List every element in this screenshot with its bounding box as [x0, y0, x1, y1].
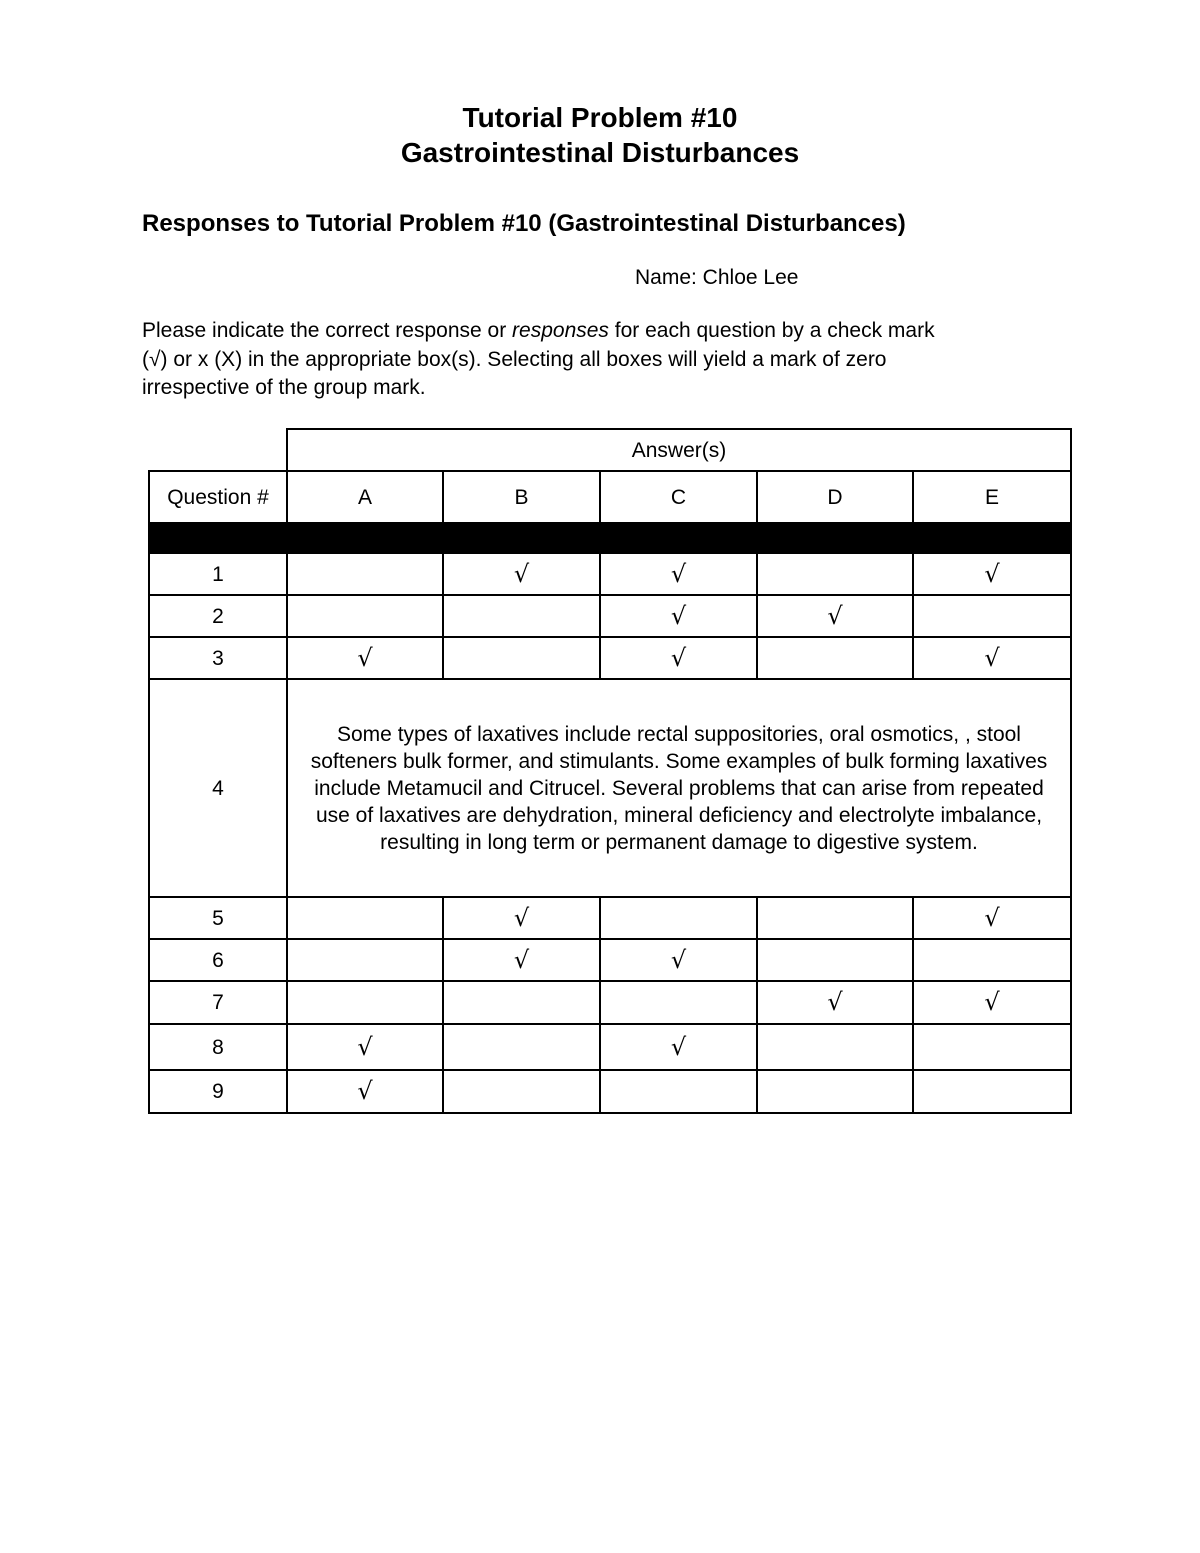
question-number: 4	[148, 678, 288, 898]
student-name: Name: Chloe Lee	[635, 266, 799, 289]
instructions-text-2: for each question by a check mark	[608, 319, 935, 342]
column-header-b: B	[442, 470, 601, 524]
responses-heading: Responses to Tutorial Problem #10 (Gastrointestinal Disturbances)	[142, 210, 906, 237]
answer-cell-empty	[286, 980, 444, 1025]
document-title: Tutorial Problem #10	[462, 102, 738, 133]
question-number: 3	[148, 636, 288, 680]
column-header-c: C	[599, 470, 758, 524]
answer-cell-empty	[442, 1023, 601, 1071]
answer-cell-empty	[912, 594, 1072, 638]
question-number: 2	[148, 594, 288, 638]
answers-header: Answer(s)	[286, 428, 1072, 472]
check-mark: √	[442, 896, 601, 940]
question-number: 9	[148, 1069, 288, 1114]
question-number: 5	[148, 896, 288, 940]
answer-cell-empty	[756, 552, 914, 596]
column-header-d: D	[756, 470, 914, 524]
check-mark: √	[286, 1023, 444, 1071]
check-mark: √	[599, 594, 758, 638]
document-subtitle: Gastrointestinal Disturbances	[400, 137, 800, 168]
check-mark: √	[599, 1023, 758, 1071]
answer-cell-empty	[756, 938, 914, 982]
answer-cell-empty	[442, 636, 601, 680]
answer-cell-empty	[912, 1023, 1072, 1071]
check-mark: √	[599, 636, 758, 680]
check-mark: √	[912, 980, 1072, 1025]
column-header-a: A	[286, 470, 444, 524]
check-mark: √	[599, 938, 758, 982]
check-mark: √	[912, 896, 1072, 940]
answer-cell-empty	[286, 896, 444, 940]
check-mark: √	[442, 552, 601, 596]
check-mark: √	[599, 552, 758, 596]
question-number: 7	[148, 980, 288, 1025]
answer-cell-empty	[756, 896, 914, 940]
check-mark: √	[756, 594, 914, 638]
answer-cell-empty	[912, 938, 1072, 982]
answer-cell-empty	[756, 1069, 914, 1114]
question-number: 1	[148, 552, 288, 596]
answer-cell-empty	[286, 938, 444, 982]
check-mark: √	[286, 636, 444, 680]
question-number: 8	[148, 1023, 288, 1071]
answer-cell-empty	[756, 636, 914, 680]
answer-cell-empty	[286, 552, 444, 596]
answer-cell-empty	[599, 980, 758, 1025]
answer-cell-empty	[286, 594, 444, 638]
instructions-line-2: (√) or x (X) in the appropriate box(s). Selecting all boxes will yield a mark of zero	[142, 347, 887, 371]
written-answer: Some types of laxatives include rectal suppositories, oral osmotics, , stool softeners bulk former, and stimulants. Some examples of bulk forming laxatives include Metamucil and Citrucel. Several problems that can arise from repeated use of laxatives are dehydration, mineral deficiency and electrolyte imbalance, resulting in long term or permanent damage to digestive system.	[286, 678, 1072, 898]
answer-cell-empty	[442, 980, 601, 1025]
answer-cell-empty	[442, 594, 601, 638]
column-header-e: E	[912, 470, 1072, 524]
check-mark: √	[912, 636, 1072, 680]
answer-cell-empty	[442, 1069, 601, 1114]
answer-cell-empty	[912, 1069, 1072, 1114]
question-number-header: Question #	[148, 470, 288, 524]
header-separator-bar	[148, 522, 1072, 553]
answer-cell-empty	[599, 896, 758, 940]
check-mark: √	[286, 1069, 444, 1114]
check-mark: √	[912, 552, 1072, 596]
check-mark: √	[756, 980, 914, 1025]
instructions-line-3: irrespective of the group mark.	[142, 376, 426, 399]
answer-cell-empty	[756, 1023, 914, 1071]
question-number: 6	[148, 938, 288, 982]
instructions-emphasis: responses	[512, 319, 609, 342]
instructions-text-1: Please indicate the correct response or	[142, 319, 513, 342]
answer-cell-empty	[599, 1069, 758, 1114]
check-mark: √	[442, 938, 601, 982]
